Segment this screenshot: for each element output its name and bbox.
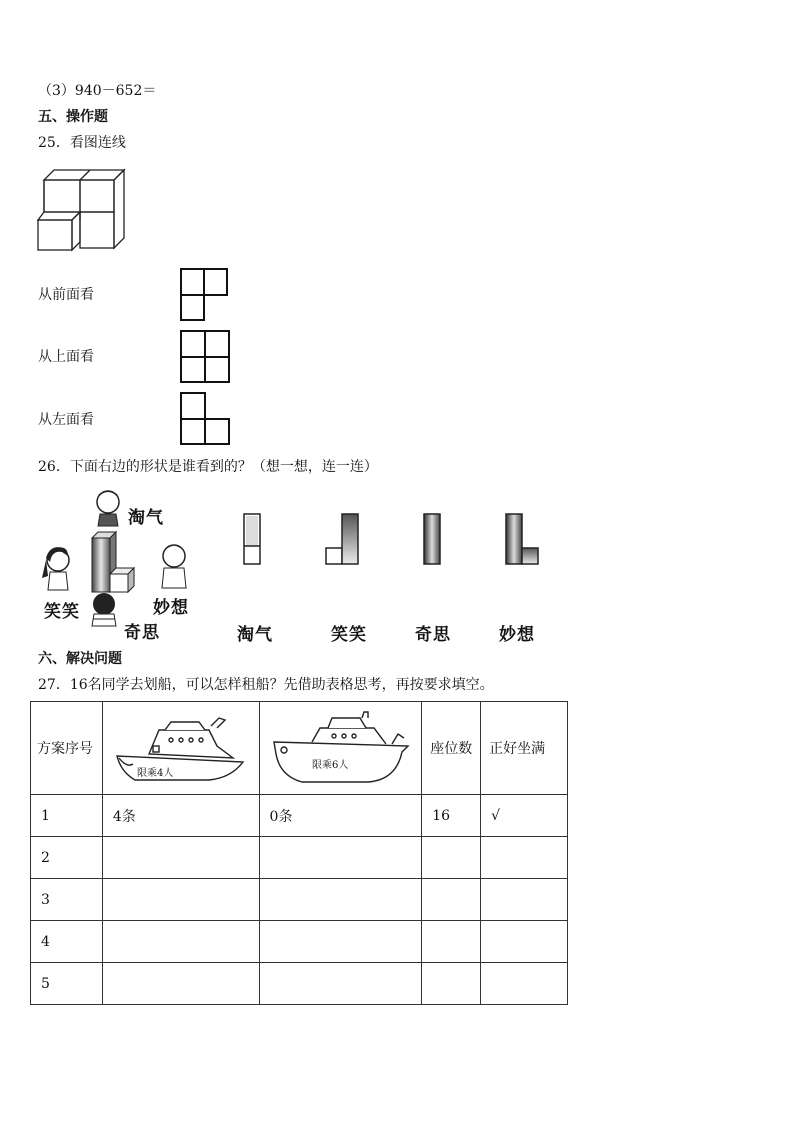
header-full: 正好坐满 [481, 702, 568, 795]
bottom-label-3: 奇思 [415, 625, 451, 645]
bottom-label-4: 妙想 [499, 625, 535, 645]
cell-seats[interactable] [422, 921, 481, 963]
bottom-label-1: 淘气 [237, 625, 273, 645]
view-top-shape[interactable] [180, 330, 232, 384]
header-seats: 座位数 [422, 702, 481, 795]
cell-boat4[interactable] [102, 837, 259, 879]
kid-taoqi-icon [97, 491, 119, 526]
view-front-shape[interactable] [180, 268, 230, 322]
view-shape-2[interactable] [326, 514, 358, 564]
cell-full[interactable] [481, 921, 568, 963]
view-left-shape[interactable] [180, 392, 232, 446]
cell-plan-no: 4 [31, 921, 103, 963]
kid-label-qisi: 奇思 [124, 623, 160, 643]
question-27-title: 27．16名同学去划船，可以怎样租船？先借助表格思考，再按要求填空。 [38, 677, 494, 693]
section-5-heading: 五、操作题 [38, 109, 108, 125]
kid-label-xiaoxiao: 笑笑 [44, 602, 80, 622]
views-to-match [230, 508, 560, 570]
boat-6-label: 限乘6人 [311, 760, 348, 771]
cell-seats[interactable] [422, 963, 481, 1005]
cell-plan-no: 3 [31, 879, 103, 921]
view-shape-3[interactable] [424, 514, 440, 564]
header-plan-no: 方案序号 [31, 702, 103, 795]
header-boat6 [259, 702, 422, 795]
kid-label-miaoxiang: 妙想 [153, 598, 189, 618]
bottom-label-2: 笑笑 [331, 625, 367, 645]
cell-full[interactable] [481, 879, 568, 921]
question-26-title: 26．下面右边的形状是谁看到的？（想一想，连一连） [38, 459, 378, 475]
kid-qisi-icon [92, 593, 116, 626]
question-25-title: 25．看图连线 [38, 135, 126, 151]
kid-label-taoqi: 淘气 [128, 508, 164, 528]
view-shape-4[interactable] [506, 514, 538, 564]
table-row [31, 837, 568, 879]
header-boat4 [102, 702, 259, 795]
question-3-expression: （3）940－652＝ [38, 83, 157, 99]
view-top-label: 从上面看 [38, 349, 94, 365]
cell-boat6[interactable] [259, 879, 422, 921]
section-6-heading: 六、解决问题 [38, 651, 122, 667]
boat-4-label: 限乘4人 [136, 768, 174, 779]
boat-rental-table [30, 701, 568, 1005]
table-row [31, 921, 568, 963]
cell-boat6[interactable] [259, 963, 422, 1005]
table-row [31, 879, 568, 921]
table-row [31, 963, 568, 1005]
table-header-row [31, 702, 568, 795]
boat-4-icon [113, 716, 247, 782]
table-row [31, 795, 568, 837]
cell-boat4[interactable] [102, 879, 259, 921]
view-left-label: 从左面看 [38, 412, 94, 428]
cell-plan-no: 2 [31, 837, 103, 879]
cell-plan-no: 1 [31, 795, 103, 837]
cell-full[interactable] [481, 963, 568, 1005]
cell-full[interactable]: √ [481, 795, 568, 837]
cell-full[interactable] [481, 837, 568, 879]
cell-boat6[interactable] [259, 921, 422, 963]
cell-boat6[interactable]: 0条 [259, 795, 422, 837]
cell-boat4[interactable] [102, 921, 259, 963]
view-shape-1[interactable] [244, 514, 260, 564]
cube-stack-figure [38, 162, 133, 260]
kid-miaoxiang-icon [162, 545, 186, 588]
boat-6-icon [272, 712, 412, 784]
kid-xiaoxiao-icon [42, 547, 69, 590]
cell-seats[interactable]: 16 [422, 795, 481, 837]
cell-boat4[interactable]: 4条 [102, 795, 259, 837]
cell-seats[interactable] [422, 837, 481, 879]
view-front-label: 从前面看 [38, 287, 94, 303]
cell-plan-no: 5 [31, 963, 103, 1005]
cell-boat4[interactable] [102, 963, 259, 1005]
cell-boat6[interactable] [259, 837, 422, 879]
cell-seats[interactable] [422, 879, 481, 921]
